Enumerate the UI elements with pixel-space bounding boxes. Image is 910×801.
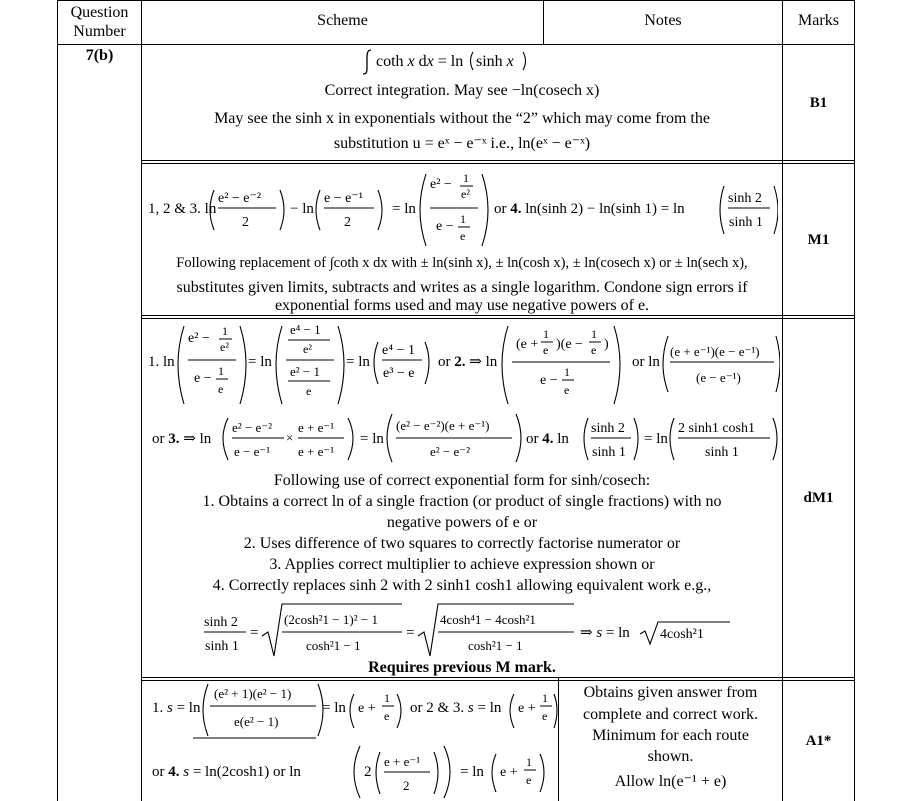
row1-rule-b bbox=[141, 163, 855, 164]
row4-mark: A1* bbox=[805, 733, 832, 749]
svg-text:e: e bbox=[460, 229, 466, 243]
header-rule bbox=[57, 44, 855, 45]
svg-text:or 2. ⇒ ln: or 2. ⇒ ln bbox=[438, 354, 498, 370]
svg-text:4cosh²1: 4cosh²1 bbox=[660, 627, 704, 642]
svg-text:e: e bbox=[564, 383, 570, 397]
row4-note-3: Minimum for each route bbox=[592, 727, 749, 744]
svg-text:2: 2 bbox=[403, 778, 410, 793]
svg-text:1, 2 & 3. ln: 1, 2 & 3. ln bbox=[148, 201, 217, 217]
svg-text:e +: e + bbox=[500, 765, 518, 780]
svg-text:sinh 1: sinh 1 bbox=[729, 215, 763, 230]
row1-mark: B1 bbox=[809, 95, 828, 111]
header-marks: Marks bbox=[798, 12, 839, 29]
svg-text:e²: e² bbox=[220, 340, 229, 354]
svg-text:= ln: = ln bbox=[248, 354, 272, 370]
row2-rule-b bbox=[141, 318, 855, 319]
svg-text:1: 1 bbox=[460, 212, 466, 226]
row1-formula bbox=[360, 46, 560, 76]
svg-text:=: = bbox=[250, 625, 259, 641]
row3-formula-c bbox=[200, 600, 760, 660]
row2-line-1: Following replacement of ∫coth x dx with ± ln(sinh x), ± ln(cosh x), ± ln(cosech x) or ± ln(sech x), bbox=[176, 255, 748, 271]
svg-text:e² − e⁻²: e² − e⁻² bbox=[232, 420, 273, 435]
svg-text:e² −: e² − bbox=[188, 331, 210, 346]
svg-text:or 2 & 3. s = ln: or 2 & 3. s = ln bbox=[410, 700, 502, 716]
svg-text:e² − e⁻²: e² − e⁻² bbox=[218, 191, 262, 206]
svg-text:e: e bbox=[306, 384, 312, 398]
svg-text:(e − e⁻¹): (e − e⁻¹) bbox=[696, 370, 741, 385]
svg-text:e: e bbox=[526, 773, 532, 787]
row4-formula-b bbox=[148, 744, 558, 800]
row2-formula bbox=[148, 166, 778, 252]
svg-text:e −: e − bbox=[194, 371, 212, 386]
svg-text:e⁴ − 1: e⁴ − 1 bbox=[382, 343, 415, 358]
row1-rule-a bbox=[141, 160, 855, 161]
svg-text:sinh 1: sinh 1 bbox=[205, 639, 239, 654]
svg-text:1. s = ln: 1. s = ln bbox=[152, 700, 201, 716]
row3-rule-a bbox=[141, 677, 855, 678]
svg-text:or 3. ⇒ ln: or 3. ⇒ ln bbox=[152, 431, 212, 447]
row2-line-3: exponential forms used and may use negative powers of e. bbox=[274, 297, 650, 314]
row3-requires: Requires previous M mark. bbox=[368, 659, 556, 676]
svg-text:= ln: = ln bbox=[392, 201, 416, 217]
svg-text:e⁴ − 1: e⁴ − 1 bbox=[290, 322, 321, 337]
svg-text:e: e bbox=[591, 343, 597, 357]
svg-text:(e² − e⁻²)(e + e⁻¹): (e² − e⁻²)(e + e⁻¹) bbox=[396, 418, 490, 433]
svg-text:2 sinh1 cosh1: 2 sinh1 cosh1 bbox=[678, 421, 755, 436]
row1-line-2: May see the sinh x in exponentials without the “2” which may come from the bbox=[214, 110, 710, 127]
svg-text:e: e bbox=[218, 382, 224, 396]
svg-text:e: e bbox=[384, 709, 390, 723]
row3-line-3: negative powers of e or bbox=[386, 514, 538, 531]
header-question-number: Question Number bbox=[70, 4, 129, 40]
svg-text:(e +: (e + bbox=[516, 337, 539, 352]
svg-text:coth x dx = ln: coth x dx = ln bbox=[376, 53, 464, 70]
svg-text:e³ − e: e³ − e bbox=[383, 366, 415, 381]
svg-text:e(e² − 1): e(e² − 1) bbox=[234, 714, 279, 729]
svg-text:sinh x: sinh x bbox=[476, 53, 514, 70]
svg-text:= ln: = ln bbox=[346, 354, 370, 370]
svg-text:(e² + 1)(e² − 1): (e² + 1)(e² − 1) bbox=[214, 686, 292, 701]
svg-text:⇒ s = ln: ⇒ s = ln bbox=[580, 625, 630, 641]
border-top bbox=[57, 0, 855, 1]
svg-text:= ln: = ln bbox=[644, 431, 668, 447]
svg-text:sinh 2: sinh 2 bbox=[728, 191, 762, 206]
svg-text:e: e bbox=[542, 709, 548, 723]
row1-line-3: substitution u = eˣ − e⁻ˣ i.e., ln(eˣ − e⁻ˣ) bbox=[333, 135, 591, 152]
svg-text:2: 2 bbox=[242, 215, 249, 230]
svg-text:1: 1 bbox=[526, 755, 532, 769]
svg-text:e²: e² bbox=[303, 342, 312, 356]
svg-text:1: 1 bbox=[218, 364, 224, 378]
row4-note-5: Allow ln(e⁻¹ + e) bbox=[614, 773, 727, 790]
row4-formula-a bbox=[148, 680, 558, 742]
svg-text:(e + e⁻¹)(e − e⁻¹): (e + e⁻¹)(e − e⁻¹) bbox=[670, 344, 760, 359]
svg-text:1: 1 bbox=[564, 365, 570, 379]
svg-text:2: 2 bbox=[344, 215, 351, 230]
row3-line-2: 1. Obtains a correct ln of a single fraction (or product of single fractions) with no bbox=[202, 493, 722, 510]
header-scheme: Scheme bbox=[317, 12, 368, 29]
svg-text:e: e bbox=[543, 343, 549, 357]
row3-line-5: 3. Applies correct multiplier to achieve expression shown or bbox=[269, 556, 655, 573]
row3-line-4: 2. Uses difference of two squares to correctly factorise numerator or bbox=[243, 535, 681, 552]
svg-text:sinh 2: sinh 2 bbox=[204, 615, 238, 630]
row3-formula-b bbox=[148, 410, 780, 466]
svg-text:e + e⁻¹: e + e⁻¹ bbox=[298, 444, 335, 459]
svg-text:×: × bbox=[286, 430, 294, 445]
row2-rule-a bbox=[141, 315, 855, 316]
row3-formula-a bbox=[148, 320, 780, 410]
svg-text:1: 1 bbox=[542, 691, 548, 705]
row3-line-6: 4. Correctly replaces sinh 2 with 2 sinh1 cosh1 allowing equivalent work e.g., bbox=[212, 577, 712, 594]
svg-text:1: 1 bbox=[543, 327, 549, 341]
row4-note-2: complete and correct work. bbox=[582, 706, 759, 723]
svg-text:1: 1 bbox=[463, 171, 469, 185]
svg-text:= ln: = ln bbox=[460, 764, 484, 780]
svg-text:sinh 1: sinh 1 bbox=[592, 445, 626, 460]
svg-text:cosh²1 − 1: cosh²1 − 1 bbox=[306, 638, 361, 653]
svg-text:or 4. ln(sinh 2) − ln(sinh 1: or 4. ln(sinh 2) − ln(sinh 1) = ln bbox=[494, 201, 685, 217]
svg-text:= ln: = ln bbox=[360, 431, 384, 447]
svg-text:e −: e − bbox=[436, 219, 454, 234]
row2-mark: M1 bbox=[807, 232, 830, 248]
svg-text:e² − e⁻²: e² − e⁻² bbox=[430, 444, 471, 459]
svg-text:=: = bbox=[406, 625, 415, 641]
svg-text:1: 1 bbox=[384, 691, 390, 705]
row2-line-2: substitutes given limits, subtracts and writes as a single logarithm. Condone sign errors if bbox=[176, 279, 748, 296]
svg-text:cosh²1 − 1: cosh²1 − 1 bbox=[468, 638, 523, 653]
svg-text:sinh 2: sinh 2 bbox=[591, 421, 625, 436]
svg-text:e + e⁻¹: e + e⁻¹ bbox=[384, 754, 421, 769]
svg-text:sinh 1: sinh 1 bbox=[705, 445, 739, 460]
svg-text:4cosh⁴1 − 4cosh²1: 4cosh⁴1 − 4cosh²1 bbox=[440, 612, 536, 627]
svg-text:or 4. s = ln(2cosh1) or ln: or 4. s = ln(2cosh1) or ln bbox=[152, 764, 301, 780]
svg-text:e² − 1: e² − 1 bbox=[290, 364, 320, 379]
svg-text:e − e⁻¹: e − e⁻¹ bbox=[234, 444, 271, 459]
svg-text:e −: e − bbox=[540, 373, 558, 388]
svg-text:e + e⁻¹: e + e⁻¹ bbox=[298, 420, 335, 435]
svg-text:or 4. ln: or 4. ln bbox=[526, 431, 569, 447]
svg-text:)(e −: )(e − bbox=[556, 337, 583, 352]
row3-line-1: Following use of correct exponential form for sinh/cosech: bbox=[273, 472, 651, 489]
svg-text:e +: e + bbox=[518, 701, 536, 716]
svg-text:1: 1 bbox=[222, 324, 228, 338]
question-number: 7(b) bbox=[85, 47, 114, 64]
svg-text:= ln: = ln bbox=[322, 700, 346, 716]
svg-text:1: 1 bbox=[591, 327, 597, 341]
svg-text:e²: e² bbox=[461, 187, 470, 201]
svg-text:or ln: or ln bbox=[632, 354, 660, 370]
header-notes: Notes bbox=[644, 12, 682, 29]
svg-text:e +: e + bbox=[358, 701, 376, 716]
svg-text:e − e⁻¹: e − e⁻¹ bbox=[324, 191, 363, 206]
row4-note-4: shown. bbox=[647, 748, 694, 765]
svg-text:(2cosh²1 − 1)² − 1: (2cosh²1 − 1)² − 1 bbox=[284, 612, 378, 627]
svg-text:e² −: e² − bbox=[430, 177, 452, 192]
svg-text:− ln: − ln bbox=[290, 201, 314, 217]
svg-text:): ) bbox=[604, 337, 609, 352]
svg-text:1. ln: 1. ln bbox=[148, 354, 175, 370]
border-left bbox=[57, 0, 58, 801]
row1-line-1: Correct integration. May see −ln(cosech x) bbox=[324, 82, 600, 99]
svg-text:2: 2 bbox=[364, 764, 372, 780]
row4-note-1: Obtains given answer from bbox=[583, 684, 758, 701]
row3-mark: dM1 bbox=[803, 490, 834, 506]
